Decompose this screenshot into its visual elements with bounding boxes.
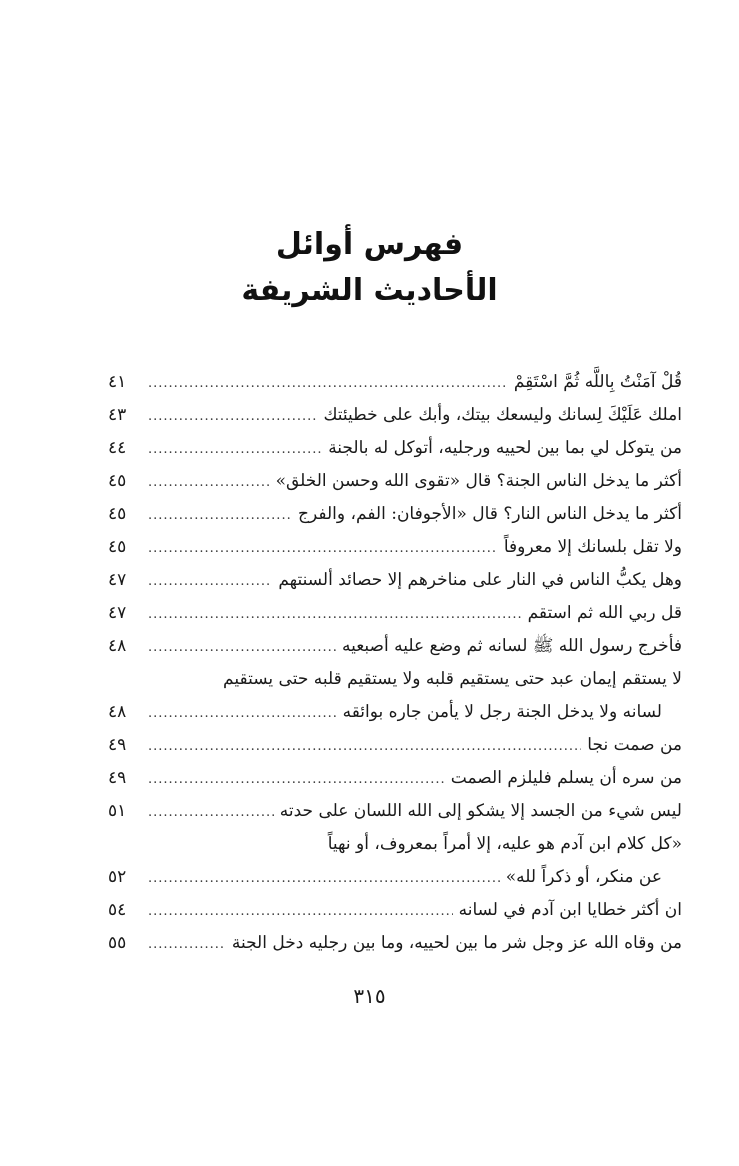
entry-page: ٤٣ <box>108 405 127 425</box>
entry-text: ليس شيء من الجسد إلا يشكو إلى الله اللسان على حدته <box>279 801 682 821</box>
entry-page: ٤٥ <box>108 537 127 557</box>
index-entry <box>108 564 682 597</box>
entry-page: ٤٩ <box>108 735 127 755</box>
entry-page: ٤٥ <box>108 504 127 524</box>
index-entry <box>108 498 682 531</box>
index-entry-continuation <box>108 696 682 729</box>
dot-leader <box>148 532 498 565</box>
entry-page: ٤٤ <box>108 438 127 458</box>
index-title <box>0 222 739 314</box>
entry-text: ان أكثر خطايا ابن آدم في لسانه <box>458 900 682 920</box>
dot-leader <box>148 400 317 433</box>
dot-leader <box>148 895 453 928</box>
dot-leader <box>148 565 272 598</box>
entry-page: ٤٩ <box>108 768 127 788</box>
dot-leader <box>148 796 274 829</box>
entry-text: قُلْ آمَنْتُ بِاللَّه ثُمَّ اسْتَقِمْ <box>513 372 682 392</box>
index-entry <box>108 762 682 795</box>
index-entry <box>108 927 682 960</box>
dot-leader <box>148 862 500 895</box>
index-entry <box>108 432 682 465</box>
index-entry <box>108 366 682 399</box>
entry-page: ٤٧ <box>108 603 127 623</box>
dot-leader <box>148 433 322 466</box>
entry-text: أكثر ما يدخل الناس النار؟ قال «الأجوفان: الفم، والفرج <box>298 504 682 524</box>
entry-page: ٤٧ <box>108 570 127 590</box>
entry-text: من سره أن يسلم فليلزم الصمت <box>450 768 682 788</box>
dot-leader <box>148 631 336 664</box>
dot-leader <box>148 928 226 961</box>
index-entry <box>108 729 682 762</box>
page-number: ٣١٥ <box>353 984 386 1008</box>
entry-text: أكثر ما يدخل الناس الجنة؟ قال «تقوى الله وحسن الخلق» <box>275 471 682 491</box>
title-line-2: الأحاديث الشريفة <box>241 273 498 308</box>
entry-page: ٥٢ <box>108 867 127 887</box>
entry-text: من صمت نجا <box>587 735 682 755</box>
entry-text: قل ربي الله ثم استقم <box>527 603 682 623</box>
index-entry <box>108 795 682 828</box>
dot-leader <box>148 466 270 499</box>
entry-page: ٤٥ <box>108 471 127 491</box>
index-entry <box>108 894 682 927</box>
entry-text: من وقاه الله عز وجل شر ما بين لحييه، وما بين رجليه دخل الجنة <box>231 933 682 953</box>
dot-leader <box>148 598 522 631</box>
entry-text: عن منكر، أو ذكراً لله» <box>505 867 662 887</box>
dot-leader <box>148 697 337 730</box>
entry-text: لسانه ولا يدخل الجنة رجل لا يأمن جاره بوائقه <box>342 702 662 722</box>
entry-text: لا يستقم إيمان عبد حتى يستقيم قلبه ولا يستقيم قلبه حتى يستقيم <box>223 669 682 689</box>
entry-page: ٥١ <box>108 801 127 821</box>
dot-leader <box>148 763 445 796</box>
index-entry <box>108 531 682 564</box>
entry-page: ٤٨ <box>108 636 127 656</box>
entry-page: ٤٨ <box>108 702 127 722</box>
entry-text: من يتوكل لي بما بين لحييه ورجليه، أتوكل له بالجنة <box>328 438 682 458</box>
index-entry <box>108 465 682 498</box>
entry-text: «كل كلام ابن آدم هو عليه، إلا أمراً بمعروف، أو نهياً <box>327 834 682 854</box>
index-entry <box>108 597 682 630</box>
index-entry <box>108 663 682 696</box>
entry-text: ولا تقل بلسانك إلا معروفاً <box>503 537 682 557</box>
dot-leader <box>148 499 292 532</box>
dot-leader <box>148 367 508 400</box>
index-entry <box>108 828 682 861</box>
entry-page: ٥٥ <box>108 933 127 953</box>
index-entry <box>108 399 682 432</box>
entry-text: فأخرج رسول الله ﷺ لسانه ثم وضع عليه أصبعيه <box>341 636 682 656</box>
entry-text: وهل يكبُّ الناس في النار على مناخرهم إلا حصائد ألسنتهم <box>278 570 682 590</box>
entry-page: ٤١ <box>108 372 127 392</box>
title-line-1: فهرس أوائل <box>275 227 464 262</box>
index-entry <box>108 630 682 663</box>
dot-leader <box>148 730 581 763</box>
entry-text: املك عَلَيْكَ لِسانك وليسعك بيتك، وأبك على خطيئتك <box>323 405 682 425</box>
hadith-index-list <box>108 366 682 960</box>
index-entry-continuation <box>108 861 682 894</box>
entry-page: ٥٤ <box>108 900 127 920</box>
